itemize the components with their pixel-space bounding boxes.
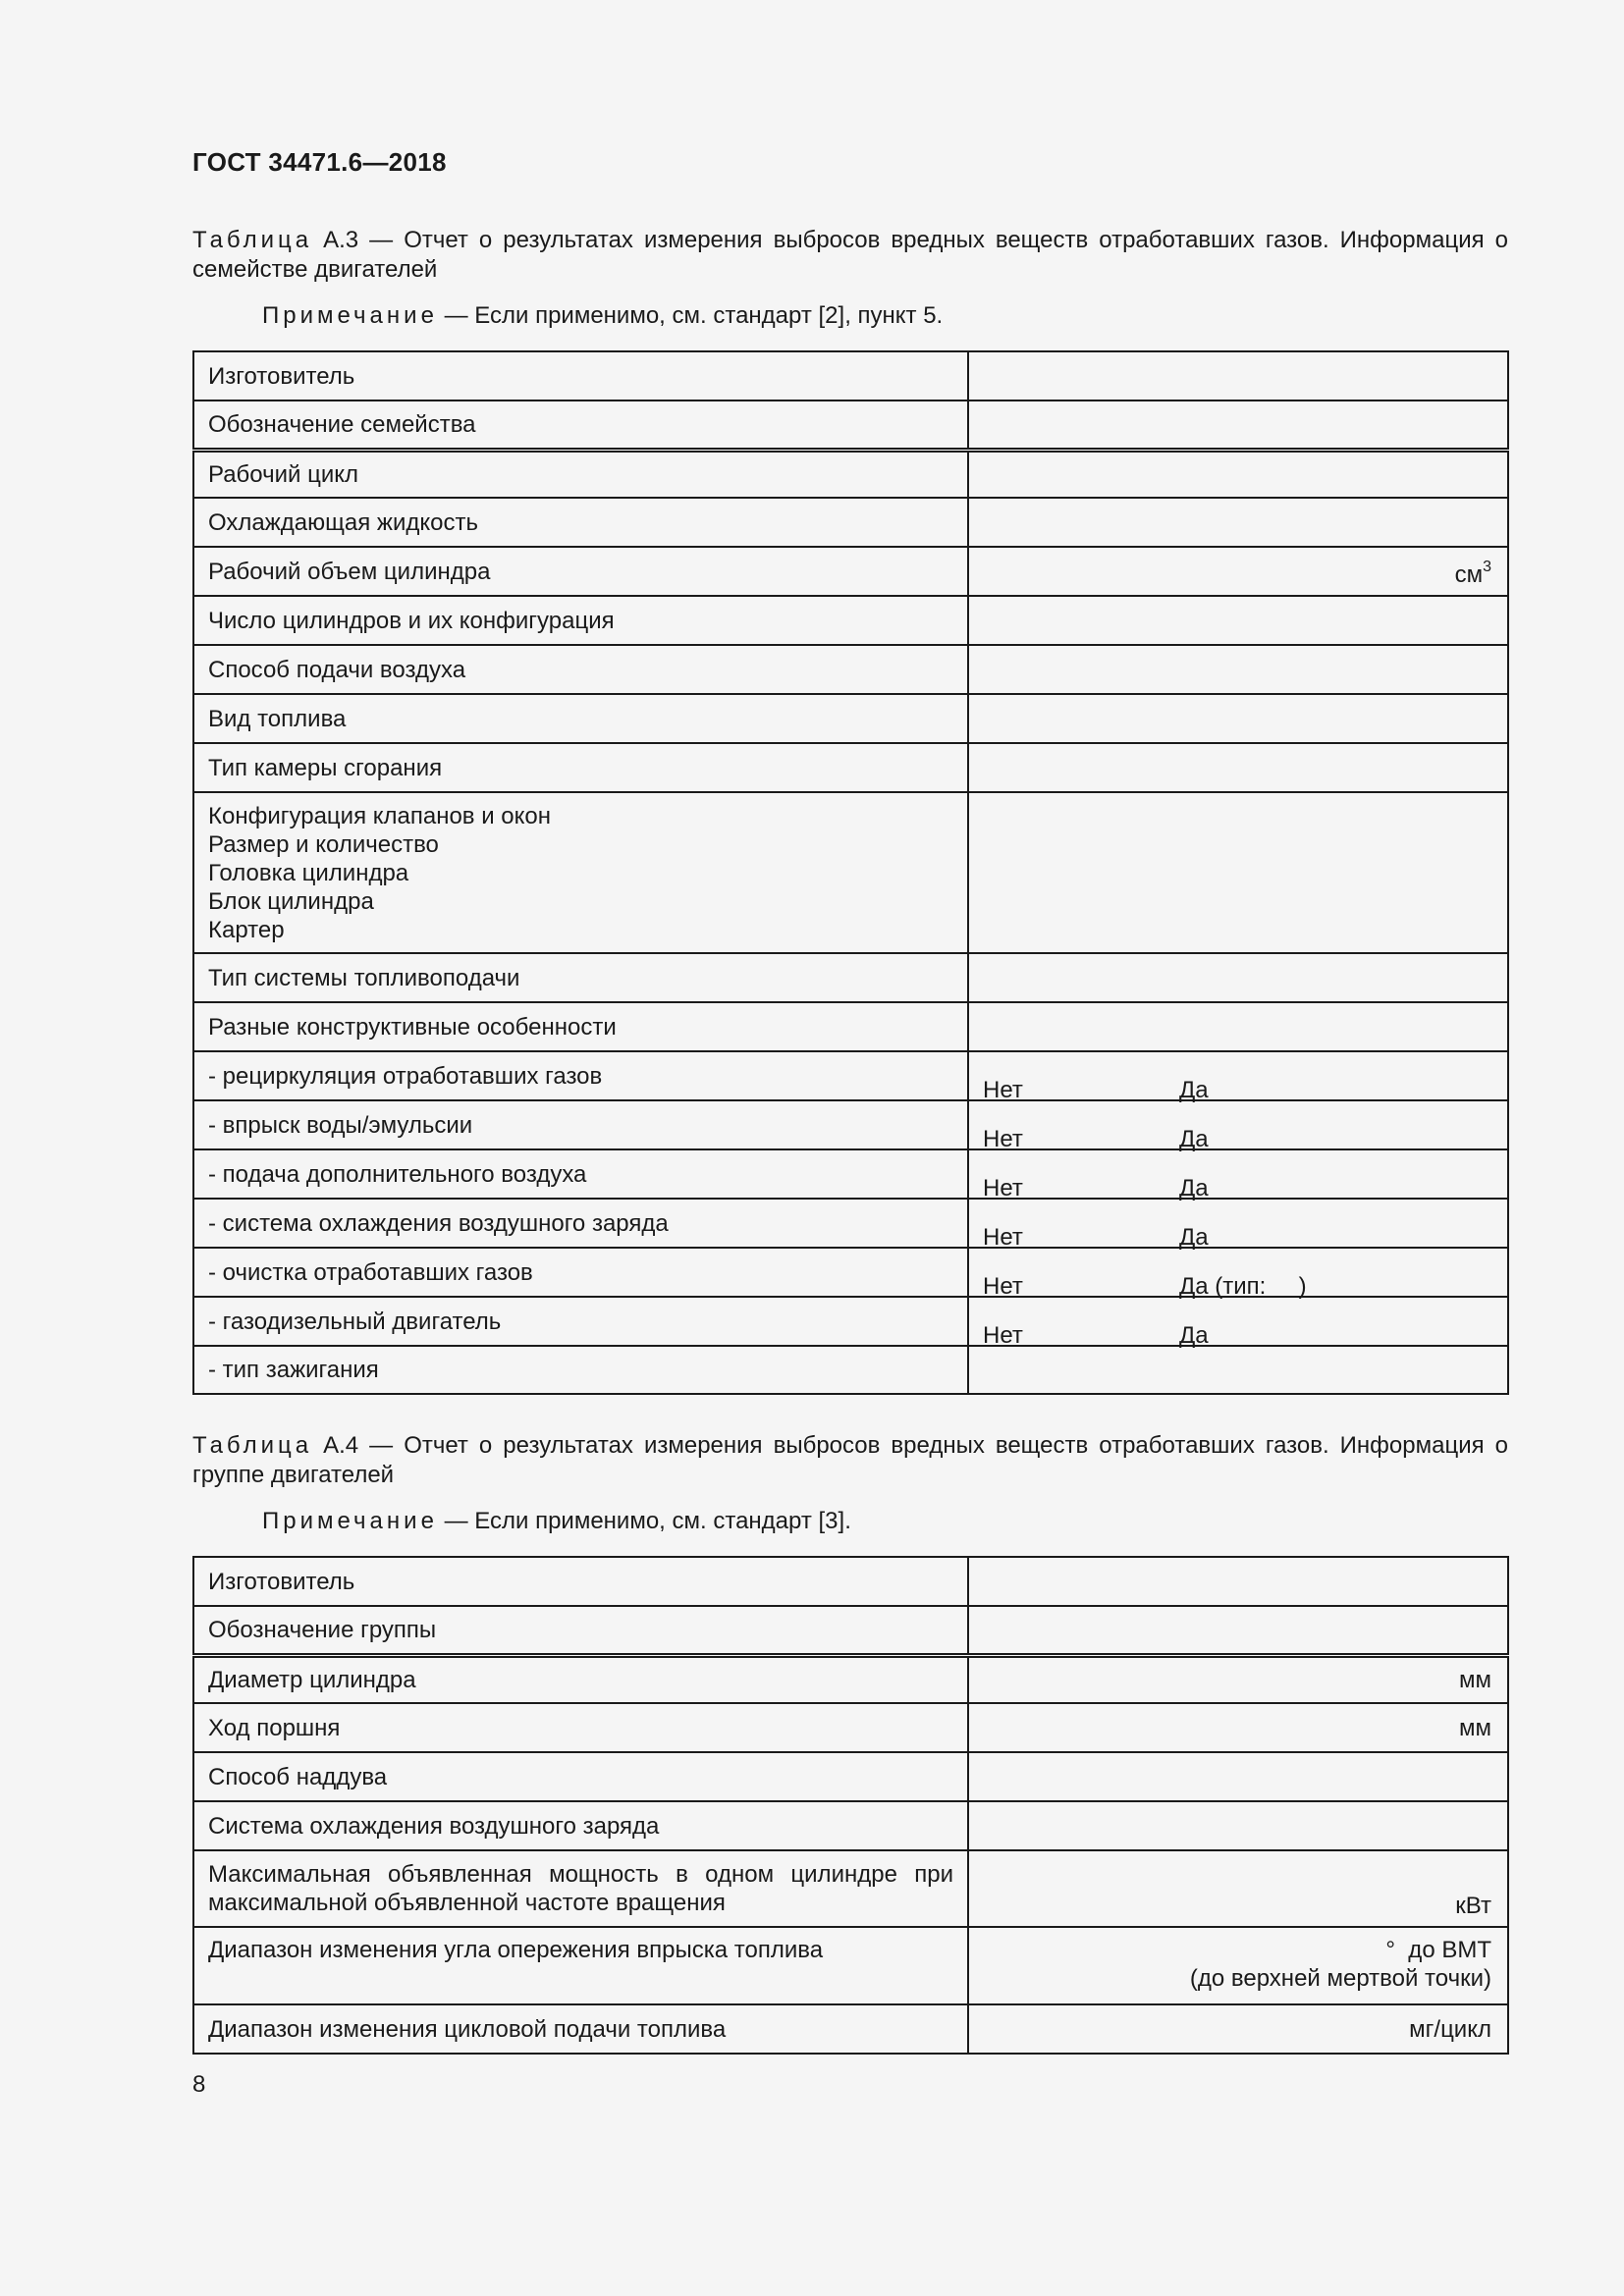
table-a4-note [262,1507,851,1536]
row-label: - впрыск воды/эмульсии [193,1100,968,1149]
option-no[interactable]: Нет [983,1077,1023,1103]
value-cell[interactable]: мм [968,1655,1508,1703]
table-row [193,2004,1508,2054]
row-label: Система охлаждения воздушного заряда [193,1801,968,1850]
row-label: Обозначение семейства [193,400,968,450]
unit-line: (до верхней мертвой точки) [1189,1965,1491,1992]
note-prefix: Примечание [262,1508,438,1534]
row-label: - очистка отработавших газов [193,1248,968,1297]
value-cell[interactable] [968,1346,1508,1394]
table-row [193,953,1508,1002]
option-yes[interactable]: Да [1179,1077,1209,1103]
document-header: ГОСТ 34471.6—2018 [192,147,447,177]
unit-label: см [1454,561,1484,588]
table-row [193,1927,1508,2004]
table-row [193,1002,1508,1051]
value-cell[interactable] [968,450,1508,498]
table-row [193,1801,1508,1850]
value-cell[interactable]: кВт [968,1850,1508,1927]
option-no[interactable]: Нет [983,1175,1023,1201]
row-label: - тип зажигания [193,1346,968,1394]
row-label: Число цилиндров и их конфигурация [193,596,968,645]
row-label: Диапазон изменения цикловой подачи топлива [193,2004,968,2054]
row-label: - система охлаждения воздушного заряда [193,1199,968,1248]
unit-superscript: 3 [1483,558,1491,575]
value-cell[interactable] [968,1927,1508,2004]
yes-no-cell[interactable] [968,1149,1508,1199]
table-row [193,792,1508,953]
row-label: Рабочий объем цилиндра [193,547,968,596]
value-cell[interactable] [968,1801,1508,1850]
row-label: Изготовитель [193,351,968,400]
table-row [193,351,1508,400]
table-row [193,547,1508,596]
value-cell[interactable] [968,743,1508,792]
value-cell[interactable] [968,596,1508,645]
yes-no-cell[interactable] [968,1248,1508,1300]
option-yes[interactable]: Да [1179,1322,1209,1349]
caption-text: А.4 — Отчет о результатах измерения выбросов вредных веществ отработавших газов. Информация о группе двигателей [192,1432,1508,1488]
table-a4-caption [192,1431,1508,1490]
row-label: Диапазон изменения угла опережения впрыска топлива [193,1927,968,2004]
option-yes[interactable]: Да [1179,1126,1209,1152]
table-row [193,1703,1508,1752]
value-cell[interactable] [968,694,1508,743]
table-a4 [192,1556,1509,2055]
table-row [193,1752,1508,1801]
row-label: Тип системы топливоподачи [193,953,968,1002]
yes-no-cell[interactable] [968,1051,1508,1103]
caption-prefix: Таблица [192,1432,313,1459]
row-label: Вид топлива [193,694,968,743]
value-cell[interactable] [968,1606,1508,1655]
table-row [193,498,1508,547]
table-row [193,1248,1508,1297]
value-cell[interactable] [968,547,1508,596]
table-row [193,450,1508,498]
row-label: Максимальная объявленная мощность в одном цилиндре при максимальной объявленной частоте вращения [193,1850,968,1927]
table-row [193,1655,1508,1703]
table-a3 [192,350,1509,1395]
value-cell[interactable] [968,1557,1508,1606]
value-cell[interactable] [968,645,1508,694]
row-label: Способ подачи воздуха [193,645,968,694]
note-prefix: Примечание [262,302,438,329]
table-row [193,1100,1508,1149]
row-label: Разные конструктивные особенности [193,1002,968,1051]
table-row [193,694,1508,743]
caption-prefix: Таблица [192,227,313,253]
value-cell[interactable]: мм [968,1703,1508,1752]
yes-no-cell[interactable] [968,1199,1508,1251]
row-label: - подача дополнительного воздуха [193,1149,968,1199]
row-label-line: Головка цилиндра [208,859,409,886]
table-row [193,1850,1508,1927]
row-label: Ход поршня [193,1703,968,1752]
yes-no-cell[interactable] [968,1100,1508,1152]
row-label-line: Размер и количество [208,830,439,858]
option-no[interactable]: Нет [983,1126,1023,1152]
option-yes-type[interactable]: Да (тип: ) [1179,1273,1307,1300]
table-row [193,1297,1508,1346]
option-no[interactable]: Нет [983,1322,1023,1349]
value-cell[interactable]: мг/цикл [968,2004,1508,2054]
table-row [193,1346,1508,1394]
unit-line: ° до ВМТ [1385,1937,1491,1963]
page-number: 8 [192,2071,206,2098]
table-row [193,1149,1508,1199]
option-no[interactable]: Нет [983,1273,1023,1300]
table-row [193,743,1508,792]
note-text: — Если применимо, см. стандарт [3]. [437,1508,851,1534]
table-row [193,1051,1508,1100]
value-cell[interactable] [968,792,1508,953]
row-label: - рециркуляция отработавших газов [193,1051,968,1100]
row-label-line: Блок цилиндра [208,887,374,915]
row-label-multiline [193,792,968,953]
value-cell[interactable] [968,400,1508,450]
row-label: Охлаждающая жидкость [193,498,968,547]
value-cell[interactable] [968,953,1508,1002]
row-label: - газодизельный двигатель [193,1297,968,1346]
row-label: Тип камеры сгорания [193,743,968,792]
value-cell[interactable] [968,351,1508,400]
option-yes[interactable]: Да [1179,1175,1209,1201]
row-label: Рабочий цикл [193,450,968,498]
table-row [193,400,1508,450]
table-a3-note [262,301,943,331]
option-yes[interactable]: Да [1179,1224,1209,1251]
table-row [193,645,1508,694]
row-label: Диаметр цилиндра [193,1655,968,1703]
row-label: Способ наддува [193,1752,968,1801]
caption-text: А.3 — Отчет о результатах измерения выбросов вредных веществ отработавших газов. Информация о семействе двигателей [192,227,1508,283]
row-label-line: Конфигурация клапанов и окон [208,802,552,829]
option-no[interactable]: Нет [983,1224,1023,1251]
table-a3-caption [192,226,1508,285]
row-label: Обозначение группы [193,1606,968,1655]
row-label-line: Картер [208,916,285,943]
table-row [193,1557,1508,1606]
value-cell[interactable] [968,498,1508,547]
value-cell[interactable] [968,1752,1508,1801]
table-row [193,596,1508,645]
yes-no-cell[interactable] [968,1297,1508,1349]
table-row [193,1199,1508,1248]
value-cell[interactable] [968,1002,1508,1051]
note-text: — Если применимо, см. стандарт [2], пункт 5. [437,302,944,329]
table-row [193,1606,1508,1655]
row-label: Изготовитель [193,1557,968,1606]
